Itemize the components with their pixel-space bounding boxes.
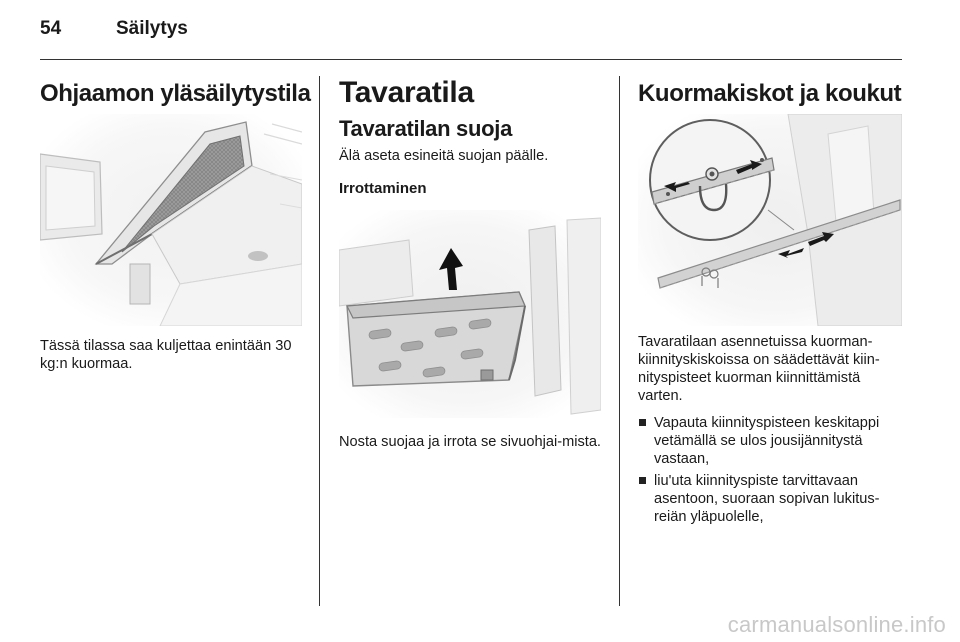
column-divider-1 [319, 76, 320, 606]
heading-overhead-storage: Ohjaamon yläsäilytystila [40, 80, 311, 107]
step-text: Vapauta kiinnityspisteen keskitappi vetämällä se ulos jousijännitystä vastaan, [654, 415, 880, 467]
load-rails-steps [638, 414, 906, 530]
bullet-square-icon [639, 419, 646, 426]
section-title: Säilytys [116, 18, 188, 39]
heading-load-rails-hooks: Kuormakiskot ja koukut [638, 80, 902, 107]
overhead-storage-text: Tässä tilassa saa kuljettaa enintään 30 kg:n kuormaa. [40, 338, 292, 372]
cover-removal-text: Nosta suojaa ja irrota se sivuohjai-mista. [339, 434, 601, 450]
luggage-cover-intro: Älä aseta esineitä suojan päälle. [339, 148, 549, 164]
heading-luggage-cover: Tavaratilan suoja [339, 116, 513, 141]
bullet-square-icon [639, 477, 646, 484]
list-item [638, 472, 906, 526]
column-divider-2 [619, 76, 620, 606]
header-rule [40, 59, 902, 60]
load-rails-illustration [638, 114, 902, 326]
list-item [638, 414, 906, 468]
overhead-storage-illustration [40, 114, 302, 326]
load-rails-text: Tavaratilaan asennetuissa kuorman-kiinnityskiskoissa on säädettävät kiin-nityspisteet kuorman kiinnittämistä varten. [638, 334, 880, 404]
page-number: 54 [40, 18, 62, 39]
cover-removal-illustration [339, 210, 601, 418]
watermark: carmanualsonline.info [727, 612, 946, 637]
step-text: liu'uta kiinnityspiste tarvittavaan asentoon, suoraan sopivan lukitus-reiän yläpuolelle, [654, 473, 880, 525]
heading-removal: Irrottaminen [339, 180, 427, 197]
heading-load-compartment: Tavaratila [339, 76, 474, 109]
